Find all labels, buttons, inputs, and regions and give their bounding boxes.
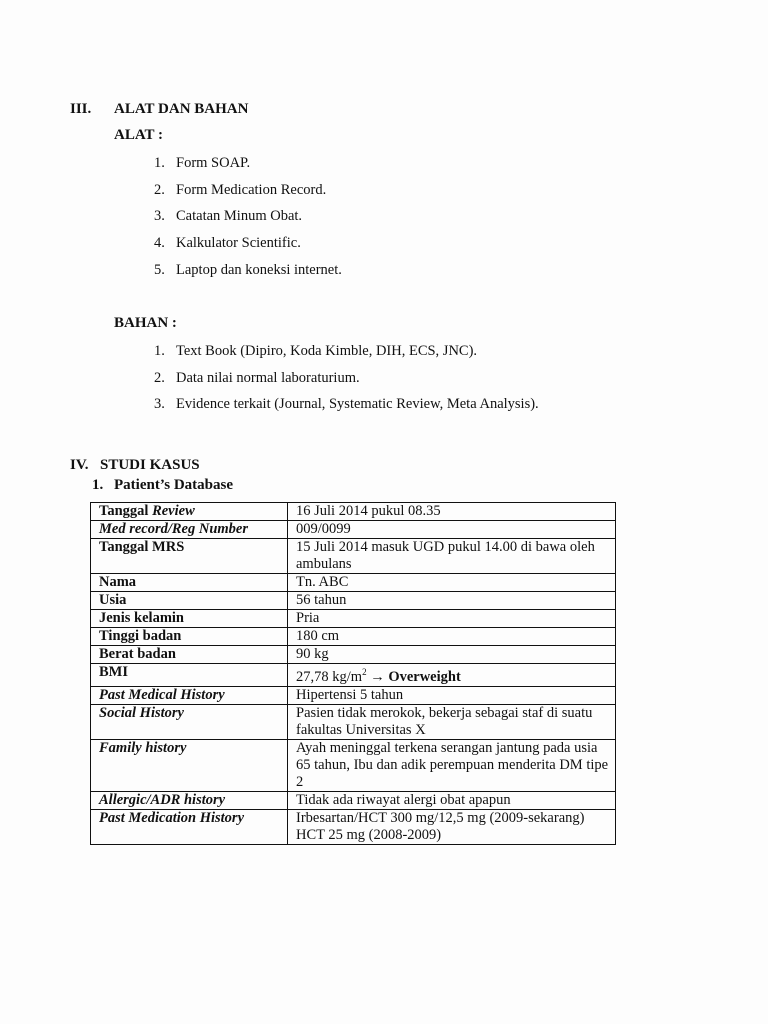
section-3-title: ALAT DAN BAHAN — [114, 101, 249, 117]
row-value-med-record: 009/0099 — [288, 521, 616, 539]
arrow-right-icon: → — [366, 668, 389, 685]
table-row — [91, 704, 616, 739]
subsection-number: 1. — [92, 477, 104, 493]
alat-item: 5. Laptop dan koneksi internet. — [154, 262, 342, 278]
table-row — [91, 610, 616, 628]
table-row — [91, 791, 616, 809]
row-label-bmi: BMI — [91, 664, 288, 687]
subsection-title: Patient’s Database — [114, 477, 234, 493]
row-value-bmi: 27,78 $kg/m^2$ → Overweight — [288, 664, 616, 687]
row-label-jenis-kelamin: Jenis kelamin — [91, 610, 288, 628]
table-row — [91, 646, 616, 664]
bahan-item: 1. Text Book (Dipiro, Koda Kimble, DIH, ECS, JNC). — [154, 343, 478, 359]
row-label-berat-badan: Berat badan — [91, 646, 288, 664]
row-label-usia: Usia — [91, 592, 288, 610]
row-value-jenis-kelamin: Pria — [288, 610, 616, 628]
table-row — [91, 539, 616, 574]
table-row — [91, 628, 616, 646]
table-row — [91, 809, 616, 844]
patient-database-table — [90, 502, 616, 845]
alat-item: 2. Form Medication Record. — [154, 182, 327, 198]
row-value-tanggal-mrs: 15 Juli 2014 masuk UGD pukul 14.00 di bawa oleh ambulans — [288, 539, 616, 574]
alat-heading: ALAT : — [114, 127, 164, 143]
alat-item: 1. Form SOAP. — [154, 155, 251, 171]
row-label-family-history: Family history — [91, 739, 288, 791]
bahan-heading: BAHAN : — [114, 315, 177, 331]
row-value-tanggal-review: 16 Juli 2014 pukul 08.35 — [288, 503, 616, 521]
row-label-past-medication-history: Past Medication History — [91, 809, 288, 844]
row-label-tanggal-review: Tanggal Review — [91, 503, 288, 521]
table-row — [91, 592, 616, 610]
bahan-item: 3. Evidence terkait (Journal, Systematic Review, Meta Analysis). — [154, 396, 539, 412]
alat-item: 4. Kalkulator Scientific. — [154, 235, 301, 251]
section-4-title: STUDI KASUS — [100, 457, 200, 473]
row-label-tanggal-mrs: Tanggal MRS — [91, 539, 288, 574]
alat-item: 3. Catatan Minum Obat. — [154, 208, 303, 224]
row-value-social-history: Pasien tidak merokok, bekerja sebagai staf di suatu fakultas Universitas X — [288, 704, 616, 739]
section-4-number: IV. — [70, 457, 89, 473]
row-value-nama: Tn. ABC — [288, 574, 616, 592]
section-3-number: III. — [70, 101, 92, 117]
row-label-past-medical-history: Past Medical History — [91, 686, 288, 704]
bahan-item: 2. Data nilai normal laboraturium. — [154, 370, 360, 386]
row-value-past-medical-history: Hipertensi 5 tahun — [288, 686, 616, 704]
table-row — [91, 664, 616, 687]
table-row — [91, 574, 616, 592]
row-label-med-record: Med record/Reg Number — [91, 521, 288, 539]
row-label-social-history: Social History — [91, 704, 288, 739]
table-row — [91, 686, 616, 704]
row-label-nama: Nama — [91, 574, 288, 592]
row-value-berat-badan: 90 kg — [288, 646, 616, 664]
row-label-allergic-history: Allergic/ADR history — [91, 791, 288, 809]
table-row — [91, 503, 616, 521]
row-label-tinggi-badan: Tinggi badan — [91, 628, 288, 646]
row-value-past-medication-history: Irbesartan/HCT 300 mg/12,5 mg (2009-sekarang) HCT 25 mg (2008-2009) — [288, 809, 616, 844]
table-row — [91, 739, 616, 791]
row-value-allergic-history: Tidak ada riwayat alergi obat apapun — [288, 791, 616, 809]
row-value-family-history: Ayah meninggal terkena serangan jantung pada usia 65 tahun, Ibu dan adik perempuan menderita DM tipe 2 — [288, 739, 616, 791]
table-row — [91, 521, 616, 539]
row-value-usia: 56 tahun — [288, 592, 616, 610]
row-value-tinggi-badan: 180 cm — [288, 628, 616, 646]
